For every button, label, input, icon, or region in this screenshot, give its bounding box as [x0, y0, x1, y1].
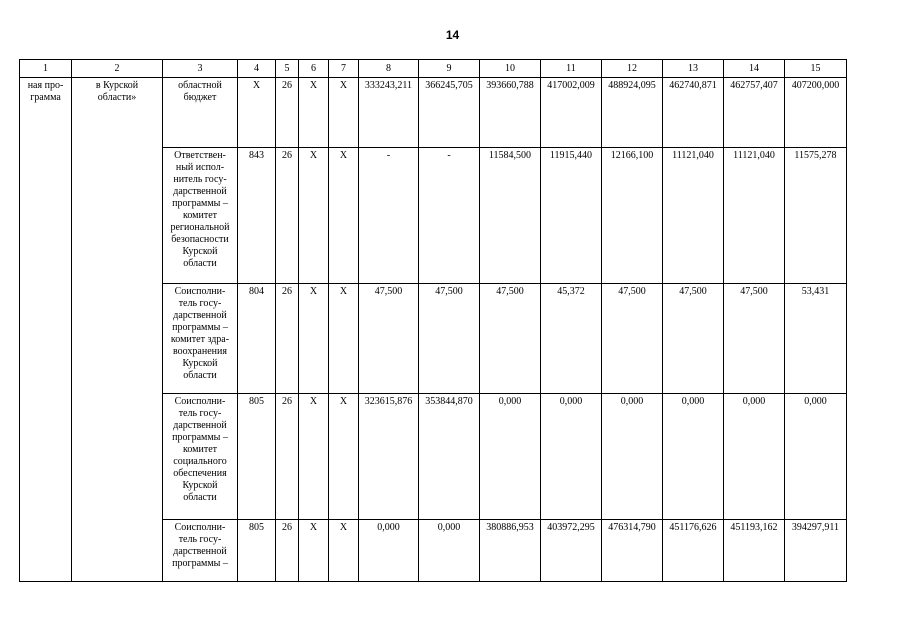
budget-table [19, 59, 847, 582]
value-cell: 45,372 [541, 284, 602, 394]
value-cell: 394297,911 [785, 520, 847, 582]
executor-cell: Соисполни- тель госу- дарственной программы – комитет здра- воохранения Курской области [163, 284, 238, 394]
value-cell: 407200,000 [785, 78, 847, 148]
header-cell: 14 [724, 60, 785, 78]
value-cell: 0,000 [359, 520, 419, 582]
code-cell: 26 [276, 284, 299, 394]
header-cell: 12 [602, 60, 663, 78]
value-cell: 0,000 [480, 394, 541, 520]
value-cell: 393660,788 [480, 78, 541, 148]
value-cell: 11915,440 [541, 148, 602, 284]
header-cell: 4 [238, 60, 276, 78]
value-cell: 366245,705 [419, 78, 480, 148]
code-cell: Х [329, 394, 359, 520]
value-cell: 11121,040 [724, 148, 785, 284]
code-cell: Х [329, 148, 359, 284]
value-cell: 380886,953 [480, 520, 541, 582]
header-cell: 9 [419, 60, 480, 78]
value-cell: 0,000 [419, 520, 480, 582]
code-cell: Х [299, 520, 329, 582]
executor-cell: Ответствен- ный испол- нитель госу- дарственной программы – комитет региональной безопасности Курской области [163, 148, 238, 284]
code-cell: 805 [238, 394, 276, 520]
header-cell: 6 [299, 60, 329, 78]
value-cell: 353844,870 [419, 394, 480, 520]
executor-cell: Соисполни- тель госу- дарственной программы – комитет социального обеспечения Курской области [163, 394, 238, 520]
value-cell: 0,000 [602, 394, 663, 520]
value-cell: 53,431 [785, 284, 847, 394]
code-cell: 26 [276, 148, 299, 284]
value-cell: 0,000 [724, 394, 785, 520]
executor-cell: областной бюджет [163, 78, 238, 148]
program-type-cell: ная про- грамма [20, 78, 72, 582]
value-cell: 462757,407 [724, 78, 785, 148]
header-cell: 3 [163, 60, 238, 78]
header-cell: 13 [663, 60, 724, 78]
value-cell: 11121,040 [663, 148, 724, 284]
code-cell: Х [329, 284, 359, 394]
value-cell: 451176,626 [663, 520, 724, 582]
value-cell: 476314,790 [602, 520, 663, 582]
header-cell: 10 [480, 60, 541, 78]
value-cell: 488924,095 [602, 78, 663, 148]
code-cell: 26 [276, 520, 299, 582]
code-cell: Х [329, 78, 359, 148]
value-cell: - [359, 148, 419, 284]
header-cell: 8 [359, 60, 419, 78]
page-number: 14 [445, 28, 460, 42]
value-cell: 417002,009 [541, 78, 602, 148]
header-cell: 1 [20, 60, 72, 78]
value-cell: 0,000 [663, 394, 724, 520]
header-cell: 5 [276, 60, 299, 78]
code-cell: Х [299, 148, 329, 284]
value-cell: 403972,295 [541, 520, 602, 582]
executor-cell: Соисполни- тель госу- дарственной программы – [163, 520, 238, 582]
header-cell: 15 [785, 60, 847, 78]
value-cell: 47,500 [724, 284, 785, 394]
value-cell: 47,500 [419, 284, 480, 394]
program-name-cell: в Курской области» [72, 78, 163, 582]
header-row [20, 60, 847, 78]
value-cell: 11575,278 [785, 148, 847, 284]
code-cell: Х [329, 520, 359, 582]
table-row [20, 78, 847, 148]
code-cell: Х [299, 394, 329, 520]
value-cell: 323615,876 [359, 394, 419, 520]
header-cell: 11 [541, 60, 602, 78]
code-cell: 843 [238, 148, 276, 284]
code-cell: Х [299, 284, 329, 394]
value-cell: 11584,500 [480, 148, 541, 284]
code-cell: 26 [276, 78, 299, 148]
header-cell: 2 [72, 60, 163, 78]
code-cell: 26 [276, 394, 299, 520]
code-cell: 805 [238, 520, 276, 582]
code-cell: Х [299, 78, 329, 148]
value-cell: 47,500 [602, 284, 663, 394]
value-cell: 12166,100 [602, 148, 663, 284]
value-cell: 0,000 [785, 394, 847, 520]
value-cell: 333243,211 [359, 78, 419, 148]
value-cell: 451193,162 [724, 520, 785, 582]
value-cell: - [419, 148, 480, 284]
code-cell: Х [238, 78, 276, 148]
value-cell: 47,500 [663, 284, 724, 394]
value-cell: 462740,871 [663, 78, 724, 148]
value-cell: 0,000 [541, 394, 602, 520]
value-cell: 47,500 [359, 284, 419, 394]
header-cell: 7 [329, 60, 359, 78]
code-cell: 804 [238, 284, 276, 394]
value-cell: 47,500 [480, 284, 541, 394]
